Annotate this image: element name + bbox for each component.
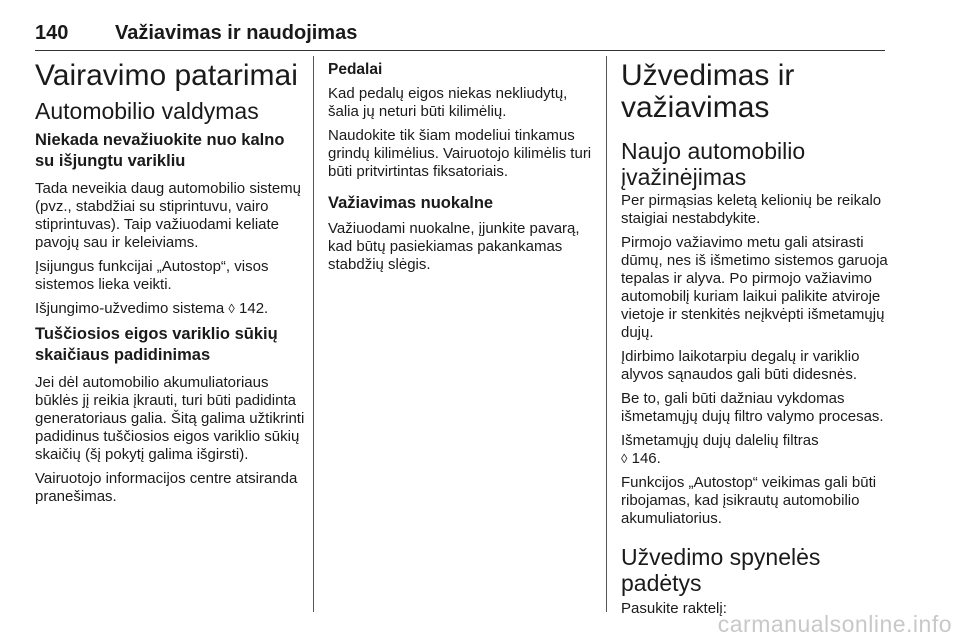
paragraph: Kad pedalų eigos niekas nekliudytų, šalia jų neturi būti kilimėlių. (328, 85, 568, 120)
crossref-arrow-icon: ◊ (621, 451, 628, 466)
column-divider (313, 56, 314, 612)
column-right (621, 60, 891, 624)
paragraph: Važiuodami nuokalne, įjunkite pavarą, kad būtų pasiekiamas pakankamas stabdžių slėgis. (328, 220, 580, 273)
paragraph: Pasukite raktelį: (621, 600, 727, 617)
crossref-page[interactable]: 142. (234, 300, 269, 317)
paragraph-crossref (621, 432, 891, 468)
page-header (35, 22, 885, 51)
paragraph: Vairuotojo informacijos centre atsiranda pranešimas. (35, 470, 298, 505)
subsection-title: Naujo automobilio įvažinėjimas (621, 138, 806, 190)
column-left (35, 60, 305, 512)
column-middle (328, 60, 596, 280)
paragraph: Naudokite tik šiam modeliui tinkamus grindų kilimėlius. Vairuotojo kilimėlis turi būti pritvirtintas fiksatoriais. (328, 127, 592, 180)
paragraph: Pirmojo važiavimo metu gali atsirasti dūmų, nes iš išmetimo sistemos garuoja tepalas ir alyva. Po pirmojo važiavimo automobilį kuriam laikui palikite atviroje vietoje ir stenkitės neįkvėpti išmetamųjų dujų. (621, 234, 888, 341)
running-title: Važiavimas ir naudojimas (115, 22, 358, 44)
section-title: Užvedimas ir važiavimas (621, 59, 795, 124)
paragraph: Įsijungus funkcijai „Autostop“, visos sistemos lieka veikti. (35, 258, 269, 293)
watermark: carmanualsonline.info (717, 611, 952, 637)
subsection-title: Užvedimo spynelės padėtys (621, 544, 821, 596)
paragraph: Per pirmąsias keletą kelionių be reikalo staigiai nestabdykite. (621, 192, 882, 227)
page-number: 140 (35, 22, 69, 44)
crossref-page[interactable]: 146. (627, 450, 661, 467)
heading-downhill: Važiavimas nuokalne (328, 194, 494, 212)
paragraph-text: Išmetamųjų dujų dalelių filtras (621, 432, 819, 449)
paragraph: Be to, gali būti dažniau vykdomas išmetamųjų dujų filtro valymo procesas. (621, 390, 884, 425)
subsection-title: Automobilio valdymas (35, 98, 259, 124)
paragraph-text: Išjungimo-užvedimo sistema (35, 300, 229, 317)
heading-coasting: Niekada nevažiuokite nuo kalno su išjungtu varikliu (35, 131, 285, 170)
paragraph-crossref (35, 300, 305, 318)
section-title: Vairavimo patarimai (35, 59, 298, 92)
paragraph: Tada neveikia daug automobilio sistemų (pvz., stabdžiai su stiprintuvu, vairo stiprintuvas). Taip važiuodami keliate pavojų sau ir keleiviams. (35, 180, 301, 251)
paragraph: Įdirbimo laikotarpiu degalų ir variklio alyvos sąnaudos gali būti didesnės. (621, 348, 860, 383)
paragraph: Funkcijos „Autostop“ veikimas gali būti ribojamas, kad įsikrautų automobilio akumuliatorius. (621, 474, 877, 527)
crossref-arrow-icon: ◊ (228, 301, 235, 316)
column-divider (606, 56, 607, 612)
paragraph: Jei dėl automobilio akumuliatoriaus būklės jį reikia įkrauti, turi būti padidinta generatoriaus galia. Šitą galima užtikrinti padidinus tuščiosios eigos variklio sūkių skaičių (šį pokytį galima išgirsti). (35, 374, 305, 463)
heading-pedals: Pedalai (328, 61, 383, 78)
heading-idle-speed: Tuščiosios eigos variklio sūkių skaičiaus padidinimas (35, 325, 278, 364)
